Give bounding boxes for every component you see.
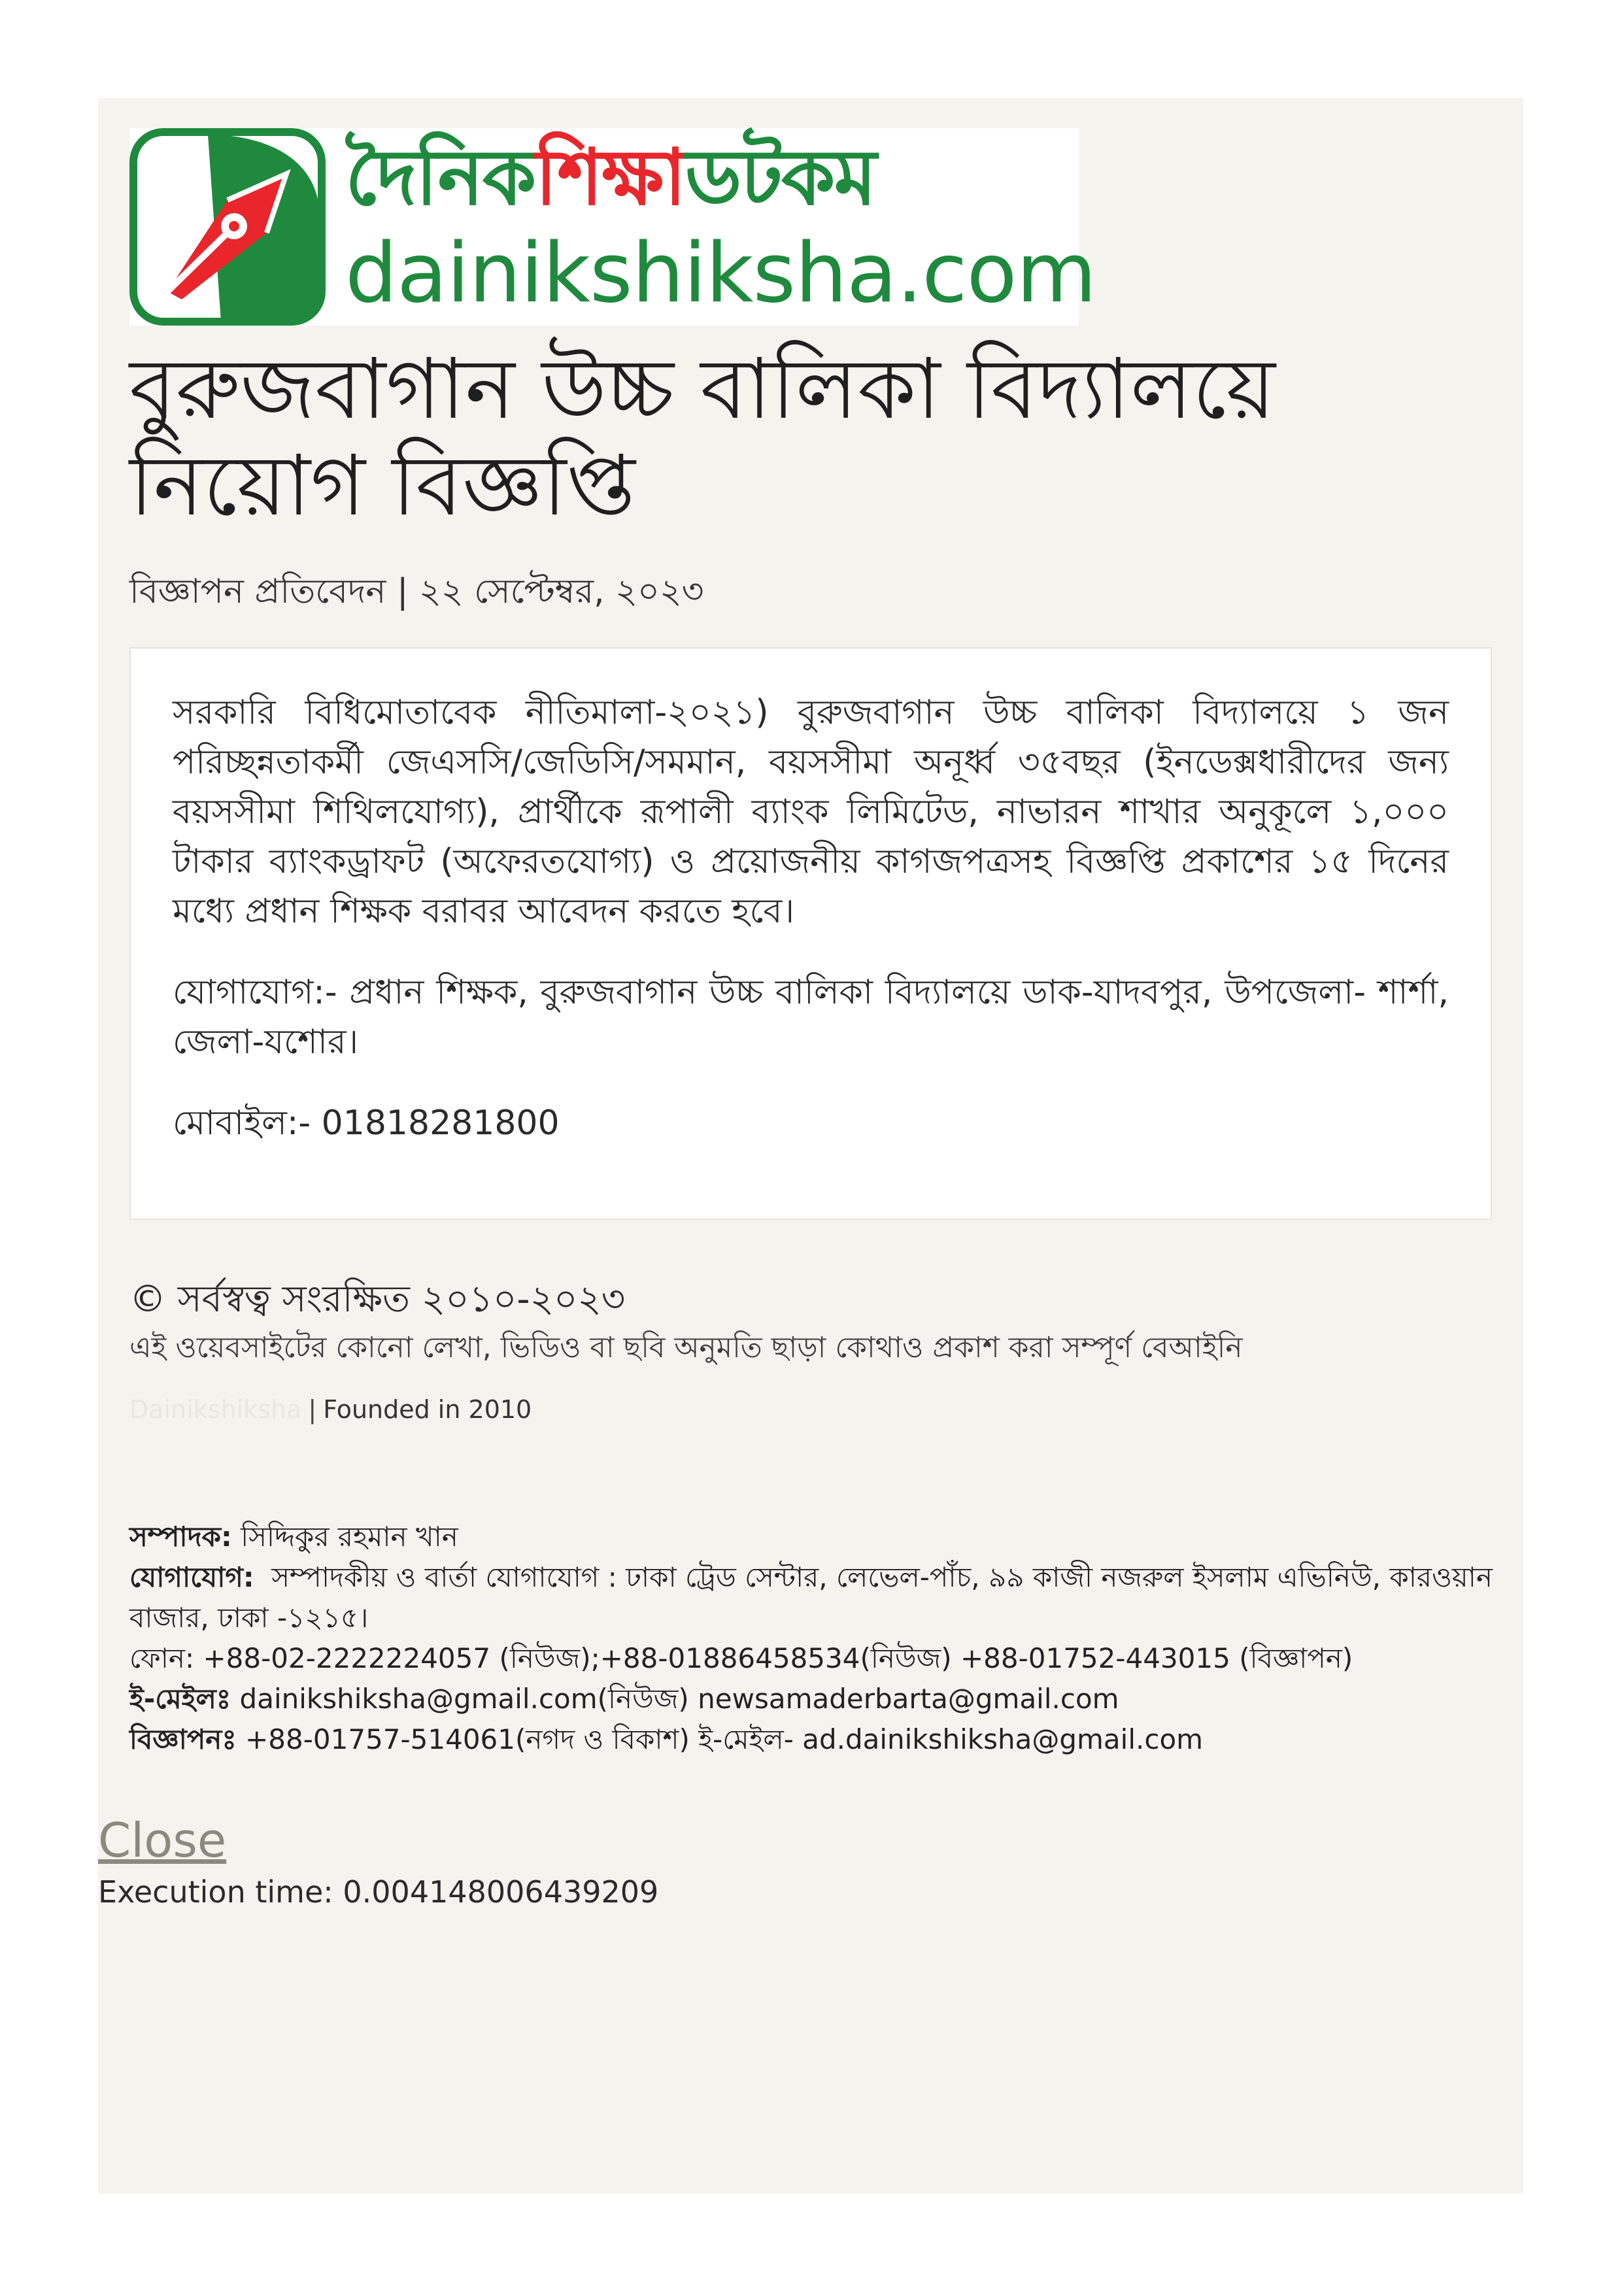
editor-name: সিদ্দিকুর রহমান খান [241, 1521, 458, 1553]
separator: | [308, 1395, 317, 1424]
copyright-text: © সর্বস্বত্ব সংরক্ষিত ২০১০-২০২৩ [129, 1278, 626, 1321]
execution-time: Execution time: 0.004148006439209 [98, 1874, 659, 1910]
logo-domain: dainikshiksha.com [345, 225, 1096, 321]
notice-paragraph-contact: যোগাযোগ:- প্রধান শিক্ষক, বুরুজবাগান উচ্চ বালিকা বিদ্যালয়ে ডাক-যাদবপুর, উপজেলা- শার্শা, জেলা-যশোর। [173, 973, 1449, 1062]
article-title: বুরুজবাগান উচ্চ বালিকা বিদ্যালয়ে নিয়োগ বিজ্ঞপ্তি [129, 341, 1276, 535]
contact-label: যোগাযোগ: [129, 1561, 254, 1593]
notice-paragraph-body: সরকারি বিধিমোতাবেক নীতিমালা-২০২১) বুরুজবাগান উচ্চ বালিকা বিদ্যালয়ে ১ জন পরিচ্ছন্নতাকর্মী জেএসসি/জেডিসি/সমমান, বয়সসীমা অনূর্ধ্ব ৩৫বছর (ইনডেক্সধারীদের জন্য বয়সসীমা শিথিলযোগ্য), প্রার্থীকে রূপালী ব্যাংক লিমিটেড, নাভারন শাখার অনুকূলে ১,০০০ টাকার ব্যাংকড্রাফট (অফেরতযোগ্য) ও প্রয়োজনীয় কাগজপত্রসহ বিজ্ঞপ্তি প্রকাশের ১৫ দিনের মধ্যে প্রধান শিক্ষক বরাবর আবেদন করতে হবে। [173, 693, 1449, 931]
logo-wordmark-bengali [345, 128, 875, 226]
logo-word-dotcom: ডটকম [685, 132, 876, 222]
faded-site-link[interactable]: Dainikshiksha [129, 1395, 302, 1424]
pen-nib-logo-icon [129, 128, 326, 326]
email-label: ই-মেইলঃ [129, 1683, 231, 1715]
ad-label: বিজ্ঞাপনঃ [129, 1723, 237, 1755]
editor-line [129, 1517, 1502, 1557]
contact-text: সম্পাদকীয় ও বার্তা যোগাযোগ : ঢাকা ট্রেড সেন্টার, লেভেল-পাঁচ, ৯৯ কাজী নজরুল ইসলাম এভিনিউ, কারওয়ান বাজার, ঢাকা -১২১৫। [129, 1561, 1493, 1634]
page-panel [98, 98, 1523, 2193]
article-byline: বিজ্ঞাপন প্রতিবেদন | ২২ সেপ্টেম্বর, ২০২৩ [129, 572, 704, 611]
close-link[interactable]: Close [98, 1813, 227, 1868]
phone-line: ফোন: +88-02-2222224057 (নিউজ);+88-01886458534(নিউজ) +88-01752-443015 (বিজ্ঞাপন) [129, 1642, 1353, 1674]
ad-line [129, 1719, 1502, 1760]
founded-row [129, 1391, 532, 1428]
logo-word-dainik: দৈনিক [345, 132, 535, 222]
founded-text: Founded in 2010 [323, 1395, 532, 1424]
ad-text[interactable]: +88-01757-514061(নগদ ও বিকাশ) ই-মেইল- ad.dainikshiksha@gmail.com [245, 1723, 1204, 1755]
site-logo[interactable] [129, 128, 1096, 326]
notice-paragraph-mobile: মোবাইল:- 01818281800 [173, 1104, 560, 1143]
notice-box [129, 647, 1492, 1220]
footer-contact [129, 1517, 1502, 1760]
contact-line [129, 1557, 1502, 1638]
logo-word-shiksha: শিক্ষা [535, 132, 685, 222]
email-text[interactable]: dainikshiksha@gmail.com(নিউজ) newsamaderbarta@gmail.com [239, 1683, 1119, 1715]
rights-note: এই ওয়েবসাইটের কোনো লেখা, ভিডিও বা ছবি অনুমতি ছাড়া কোথাও প্রকাশ করা সম্পূর্ণ বেআইনি [129, 1331, 1243, 1364]
editor-label: সম্পাদক: [129, 1521, 232, 1553]
email-line [129, 1679, 1502, 1719]
